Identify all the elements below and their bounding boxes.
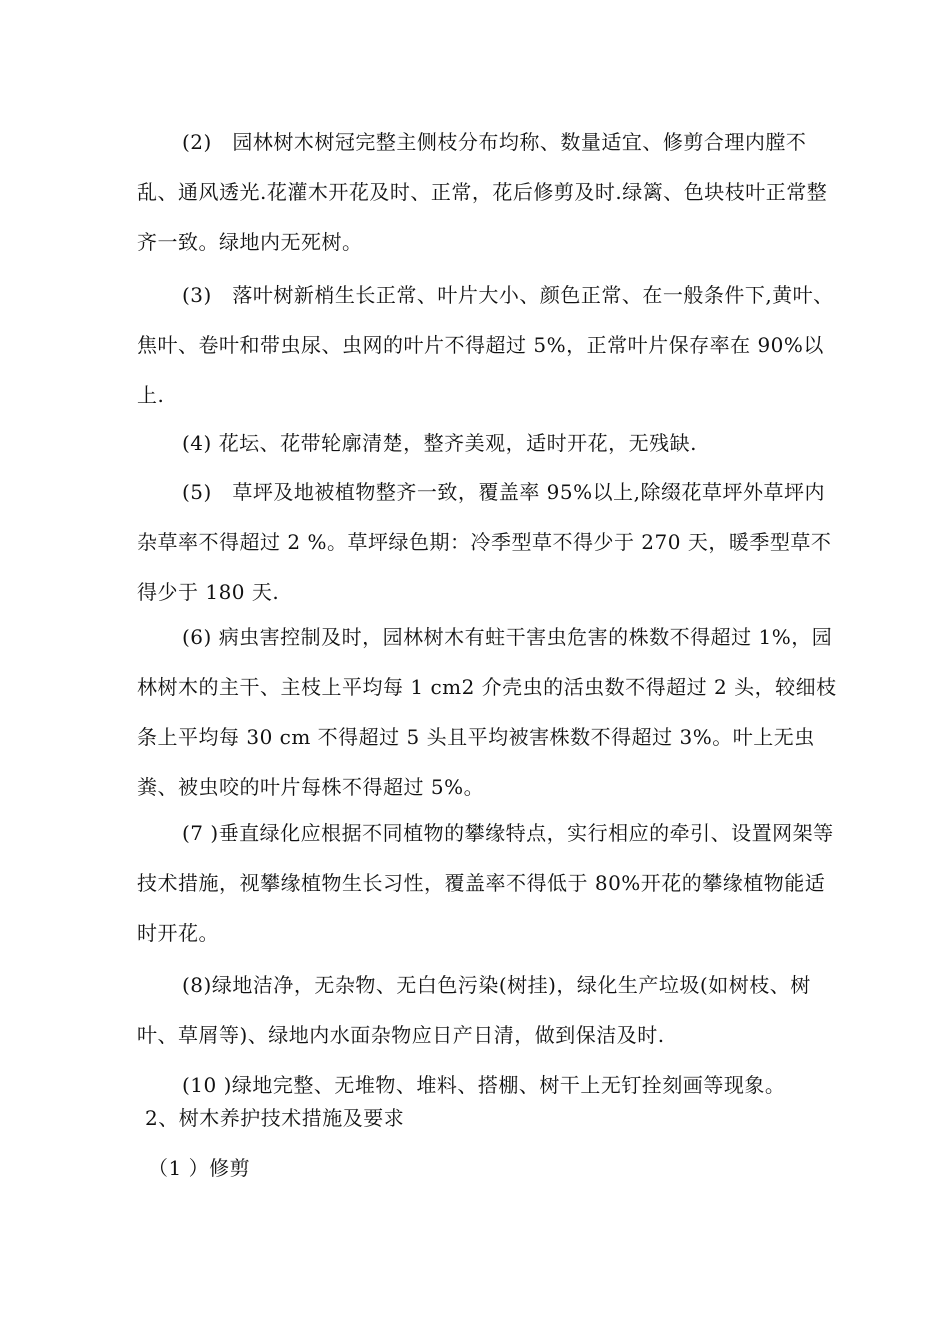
paragraph-item-6: (6) 病虫害控制及时，园林树木有蛀干害虫危害的株数不得超过 1%，园林树木的主干、主枝上平均每 1 cm2 介壳虫的活虫数不得超过 2 头，较细枝条上平均每 30 cm 不得超过 5 头且平均被害株数不得超过 3%。叶上无虫粪、被虫咬的叶片每株不得超过 5%。 bbox=[137, 625, 837, 799]
paragraph-item-10: (10 )绿地完整、无堆物、堆料、搭棚、树干上无钉拴刻画等现象。 bbox=[182, 1073, 786, 1097]
section-heading: 2、树木养护技术措施及要求 bbox=[145, 1106, 405, 1130]
subsection-heading: （1 ）修剪 bbox=[148, 1156, 251, 1180]
paragraph-item-8: (8)绿地洁净，无杂物、无白色污染(树挂)，绿化生产垃圾(如树枝、树叶、草屑等)、绿地内水面杂物应日产日清，做到保洁及时. bbox=[137, 973, 811, 1047]
paragraph-item-5: (5) 草坪及地被植物整齐一致，覆盖率 95%以上,除缀花草坪外草坪内杂草率不得超过 2 %。草坪绿色期：冷季型草不得少于 270 天，暖季型草不得少于 180 天. bbox=[137, 480, 832, 604]
paragraph-item-3: (3) 落叶树新梢生长正常、叶片大小、颜色正常、在一般条件下,黄叶、焦叶、卷叶和带虫尿、虫网的叶片不得超过 5%，正常叶片保存率在 90%以上. bbox=[137, 283, 834, 407]
paragraph-item-4: (4) 花坛、花带轮廓清楚，整齐美观，适时开花，无残缺. bbox=[182, 431, 698, 455]
paragraph-item-2: (2) 园林树木树冠完整主侧枝分布均称、数量适宜、修剪合理内膛不乱、通风透光.花灌木开花及时、正常，花后修剪及时.绿篱、色块枝叶正常整齐一致。绿地内无死树。 bbox=[137, 130, 828, 254]
paragraph-item-7: (7 )垂直绿化应根据不同植物的攀缘特点，实行相应的牵引、设置网架等技术措施，视攀缘植物生长习性，覆盖率不得低于 80%开花的攀缘植物能适时开花。 bbox=[137, 821, 834, 945]
